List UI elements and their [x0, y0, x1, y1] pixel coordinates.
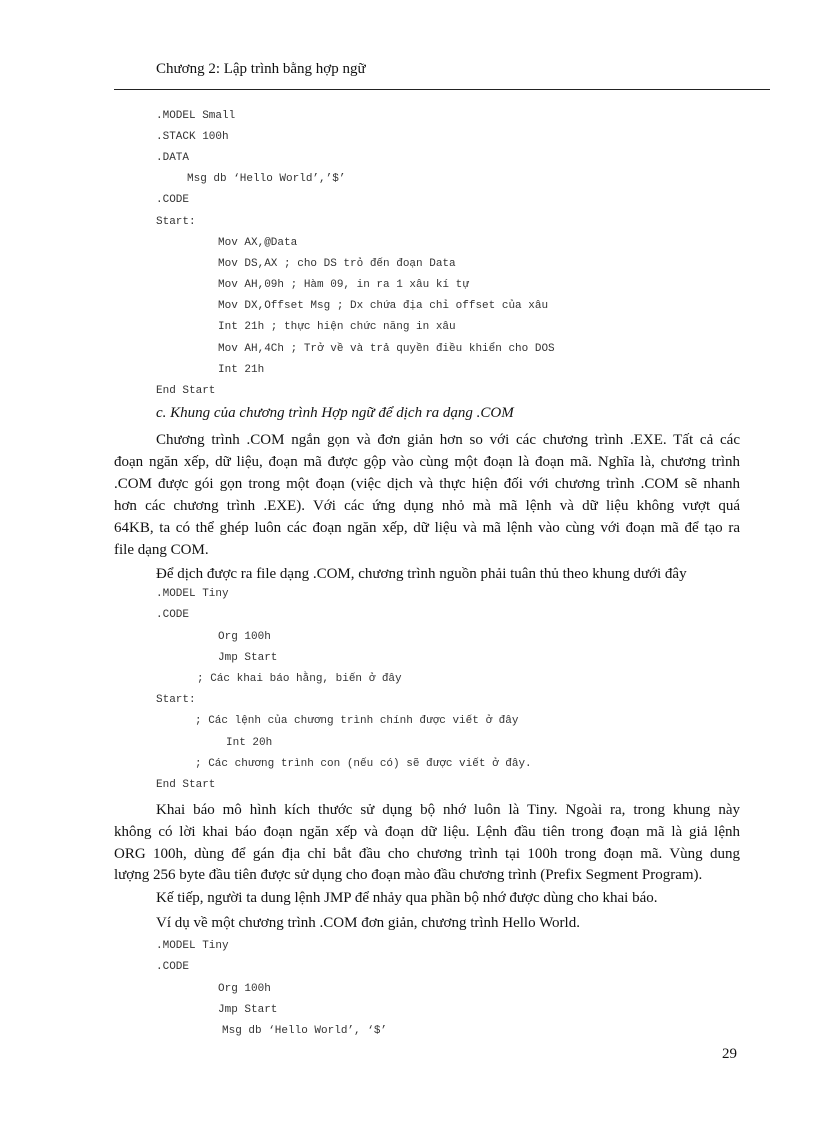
code-line: Int 21h	[218, 364, 265, 376]
paragraph-line: đoạn ngăn xếp, dữ liệu, đoạn mã được gộp vào cùng một đoạn là đoạn mã. Nghĩa là, chương trình	[114, 454, 740, 470]
code-line: ; Các khai báo hằng, biến ở đây	[197, 673, 402, 685]
code-line: .MODEL Small	[156, 110, 236, 122]
code-line: Mov DS,AX ; cho DS trỏ đến đoạn Data	[218, 258, 456, 270]
code-line: Mov AH,4Ch ; Trở về và trả quyền điều khiển cho DOS	[218, 343, 555, 355]
paragraph-com-frame-intro: Để dịch được ra file dạng .COM, chương trình nguồn phải tuân thủ theo khung dưới đây	[156, 566, 687, 582]
code-line: Msg db ‘Hello World’, ‘$’	[222, 1025, 388, 1037]
paragraph-line: lượng 256 byte đầu tiên được sử dụng cho đoạn mào đầu chương trình (Prefix Segment Program).	[114, 867, 703, 883]
code-line: .CODE	[156, 194, 190, 206]
code-line: Msg db ‘Hello World’,’$’	[187, 173, 346, 185]
header-rule	[114, 89, 770, 90]
code-line: End Start	[156, 385, 216, 397]
code-line: Start:	[156, 216, 196, 228]
code-line: .STACK 100h	[156, 131, 229, 143]
code-line: Start:	[156, 694, 196, 706]
code-line: .CODE	[156, 609, 190, 621]
code-line: Int 21h ; thực hiện chức năng in xâu	[218, 321, 456, 333]
code-line: Mov AX,@Data	[218, 237, 298, 249]
code-line: .MODEL Tiny	[156, 588, 229, 600]
code-line: Mov DX,Offset Msg ; Dx chứa địa chỉ offset của xâu	[218, 300, 549, 312]
code-line: ; Các lệnh của chương trình chính được viết ở đây	[195, 715, 519, 727]
code-line: Org 100h	[218, 983, 271, 995]
code-line: Jmp Start	[218, 652, 278, 664]
paragraph-line: không có lời khai báo đoạn ngăn xếp và đoạn dữ liệu. Lệnh đầu tiên trong đoạn mã là giả lệnh	[114, 824, 740, 840]
paragraph-line: hơn các chương trình .EXE). Với các ứng dụng nhỏ mà mã lệnh và dữ liệu không vượt quá	[114, 498, 740, 514]
paragraph-line: file dạng COM.	[114, 542, 209, 558]
page-number: 29	[722, 1046, 737, 1062]
paragraph-line: Khai báo mô hình kích thước sử dụng bộ nhớ luôn là Tiny. Ngoài ra, trong khung này	[156, 802, 740, 818]
paragraph-line: ORG 100h, dùng để gán địa chỉ bắt đầu cho chương trình tại 100h trong đoạn mã. Vùng dung	[114, 846, 740, 862]
page-header-title: Chương 2: Lập trình bằng hợp ngữ	[156, 61, 366, 77]
section-heading: c. Khung của chương trình Hợp ngữ để dịch ra dạng .COM	[156, 405, 514, 421]
code-line: .DATA	[156, 152, 190, 164]
code-line: Int 20h	[226, 737, 273, 749]
code-line: .MODEL Tiny	[156, 940, 229, 952]
paragraph-line: 64KB, ta có thể ghép luôn các đoạn ngăn xếp, dữ liệu và mã lệnh vào cùng với đoạn mã để tạo ra	[114, 520, 740, 536]
code-line: Mov AH,09h ; Hàm 09, in ra 1 xâu kí tự	[218, 279, 469, 291]
code-line: Org 100h	[218, 631, 271, 643]
paragraph-line: .COM được gói gọn trong một đoạn (việc dịch và thực hiện đối với chương trình .COM sẽ nhanh	[114, 476, 740, 492]
code-line: ; Các chương trình con (nếu có) sẽ được viết ở đây.	[195, 758, 532, 770]
code-line: End Start	[156, 779, 216, 791]
code-line: Jmp Start	[218, 1004, 278, 1016]
paragraph-jmp: Kế tiếp, người ta dung lệnh JMP để nhảy qua phần bộ nhớ được dùng cho khai báo.	[156, 890, 658, 906]
paragraph-line: Chương trình .COM ngắn gọn và đơn giản hơn so với các chương trình .EXE. Tất cả các	[156, 432, 740, 448]
paragraph-example: Ví dụ về một chương trình .COM đơn giản, chương trình Hello World.	[156, 915, 580, 931]
code-line: .CODE	[156, 961, 190, 973]
